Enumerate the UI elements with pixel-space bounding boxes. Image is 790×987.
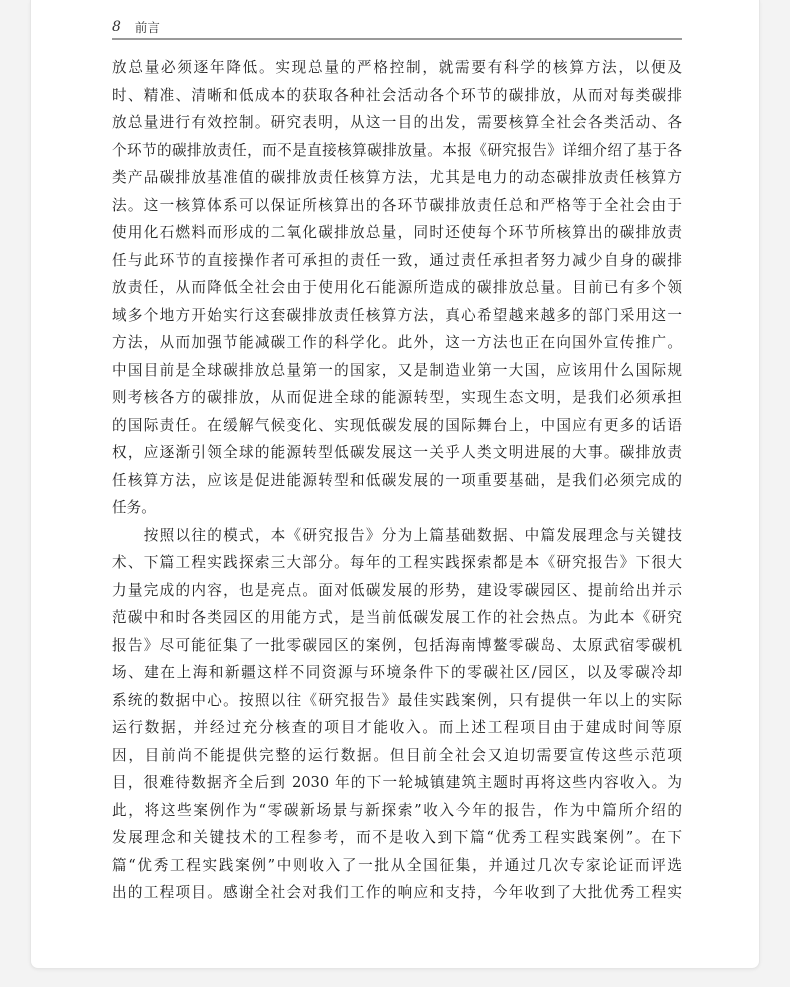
text-line: 力量完成的内容，也是亮点。面对低碳发展的形势，建设零碳园区、提前给出并示 — [112, 581, 682, 599]
header-rule — [112, 38, 682, 40]
text-line: 目，很难待数据齐全后到 2030 年的下一轮城镇建筑主题时再将这些内容收入。为 — [112, 774, 682, 791]
page-header — [112, 17, 682, 37]
text-line: 任与此环节的直接操作者可承担的责任一致，通过责任承担者努力减少自身的碳排 — [112, 251, 682, 269]
text-line: 放责任，从而降低全社会由于使用化石能源所造成的碳排放总量。目前已有多个领 — [112, 279, 682, 296]
text-line: 任核算方法，应该是促进能源转型和低碳发展的一项重要基础，是我们必须完成的 — [112, 471, 682, 489]
text-line: 放总量必须逐年降低。实现总量的严格控制，就需要有科学的核算方法，以便及 — [112, 59, 682, 76]
body-text — [112, 54, 682, 907]
text-line: 时、精准、清晰和低成本的获取各种社会活动各个环节的碳排放，从而对每类碳排 — [112, 86, 682, 104]
text-line: 系统的数据中心。按照以往《研究报告》最佳实践案例，只有提供一年以上的实际 — [112, 691, 682, 709]
text-line: 术、下篇工程实践探索三大部分。每年的工程实践探索都是本《研究报告》下很大 — [112, 554, 682, 571]
text-line: 范碳中和时各类园区的用能方式，是当前低碳发展工作的社会热点。为此本《研究 — [112, 609, 682, 626]
text-line: 篇“优秀工程实践案例”中则收入了一批从全国征集，并通过几次专家论证而评选 — [112, 856, 682, 874]
text-line: 方法，从而加强节能减碳工作的科学化。此外，这一方法也正在向国外宣传推广。 — [112, 334, 682, 351]
text-line: 类产品碳排放基准值的碳排放责任核算方法，尤其是电力的动态碳排放责任核算方 — [112, 169, 682, 186]
text-line: 权，应逐渐引领全球的能源转型低碳发展这一关乎人类文明进展的大事。碳排放责 — [112, 444, 682, 461]
text-line: 域多个地方开始实行这套碳排放责任核算方法，真心希望越来越多的部门采用这一 — [112, 306, 682, 324]
text-line: 因，目前尚不能提供完整的运行数据。但目前全社会又迫切需要宣传这些示范项 — [112, 746, 682, 764]
text-line: 场、建在上海和新疆这样不同资源与环境条件下的零碳社区/园区，以及零碳冷却 — [112, 664, 682, 681]
text-line: 任务。 — [112, 499, 156, 516]
text-line: 使用化石燃料而形成的二氧化碳排放总量，同时还使每个环节所核算出的碳排放责 — [112, 224, 682, 241]
page-number: 8 — [112, 19, 121, 35]
text-line: 则考核各方的碳排放，从而促进全球的能源转型，实现生态文明，是我们必须承担 — [112, 389, 682, 406]
text-line: 此，将这些案例作为“零碳新场景与新探索”收入今年的报告，作为中篇所介绍的 — [112, 801, 682, 819]
text-line: 中国目前是全球碳排放总量第一的国家，又是制造业第一大国，应该用什么国际规 — [112, 361, 682, 379]
text-line: 的国际责任。在缓解气候变化、实现低碳发展的国际舞台上，中国应有更多的话语 — [112, 416, 682, 434]
text-line: 法。这一核算体系可以保证所核算出的各环节碳排放责任总和严格等于全社会由于 — [112, 196, 682, 214]
text-line: 放总量进行有效控制。研究表明，从这一目的出发，需要核算全社会各类活动、各 — [112, 114, 682, 131]
text-line: 按照以往的模式，本《研究报告》分为上篇基础数据、中篇发展理念与关键技 — [112, 526, 682, 544]
text-line: 运行数据，并经过充分核查的项目才能收入。而上述工程项目由于建成时间等原 — [112, 719, 682, 736]
running-head: 前言 — [134, 20, 160, 35]
text-line: 发展理念和关键技术的工程参考，而不是收入到下篇“优秀工程实践案例”。在下 — [112, 829, 682, 846]
text-line: 出的工程项目。感谢全社会对我们工作的响应和支持，今年收到了大批优秀工程实 — [112, 884, 682, 901]
text-line: 个环节的碳排放责任，而不是直接核算碳排放量。本报《研究报告》详细介绍了基于各 — [112, 141, 682, 159]
text-line: 报告》尽可能征集了一批零碳园区的案例，包括海南博鳌零碳岛、太原武宿零碳机 — [112, 636, 682, 654]
